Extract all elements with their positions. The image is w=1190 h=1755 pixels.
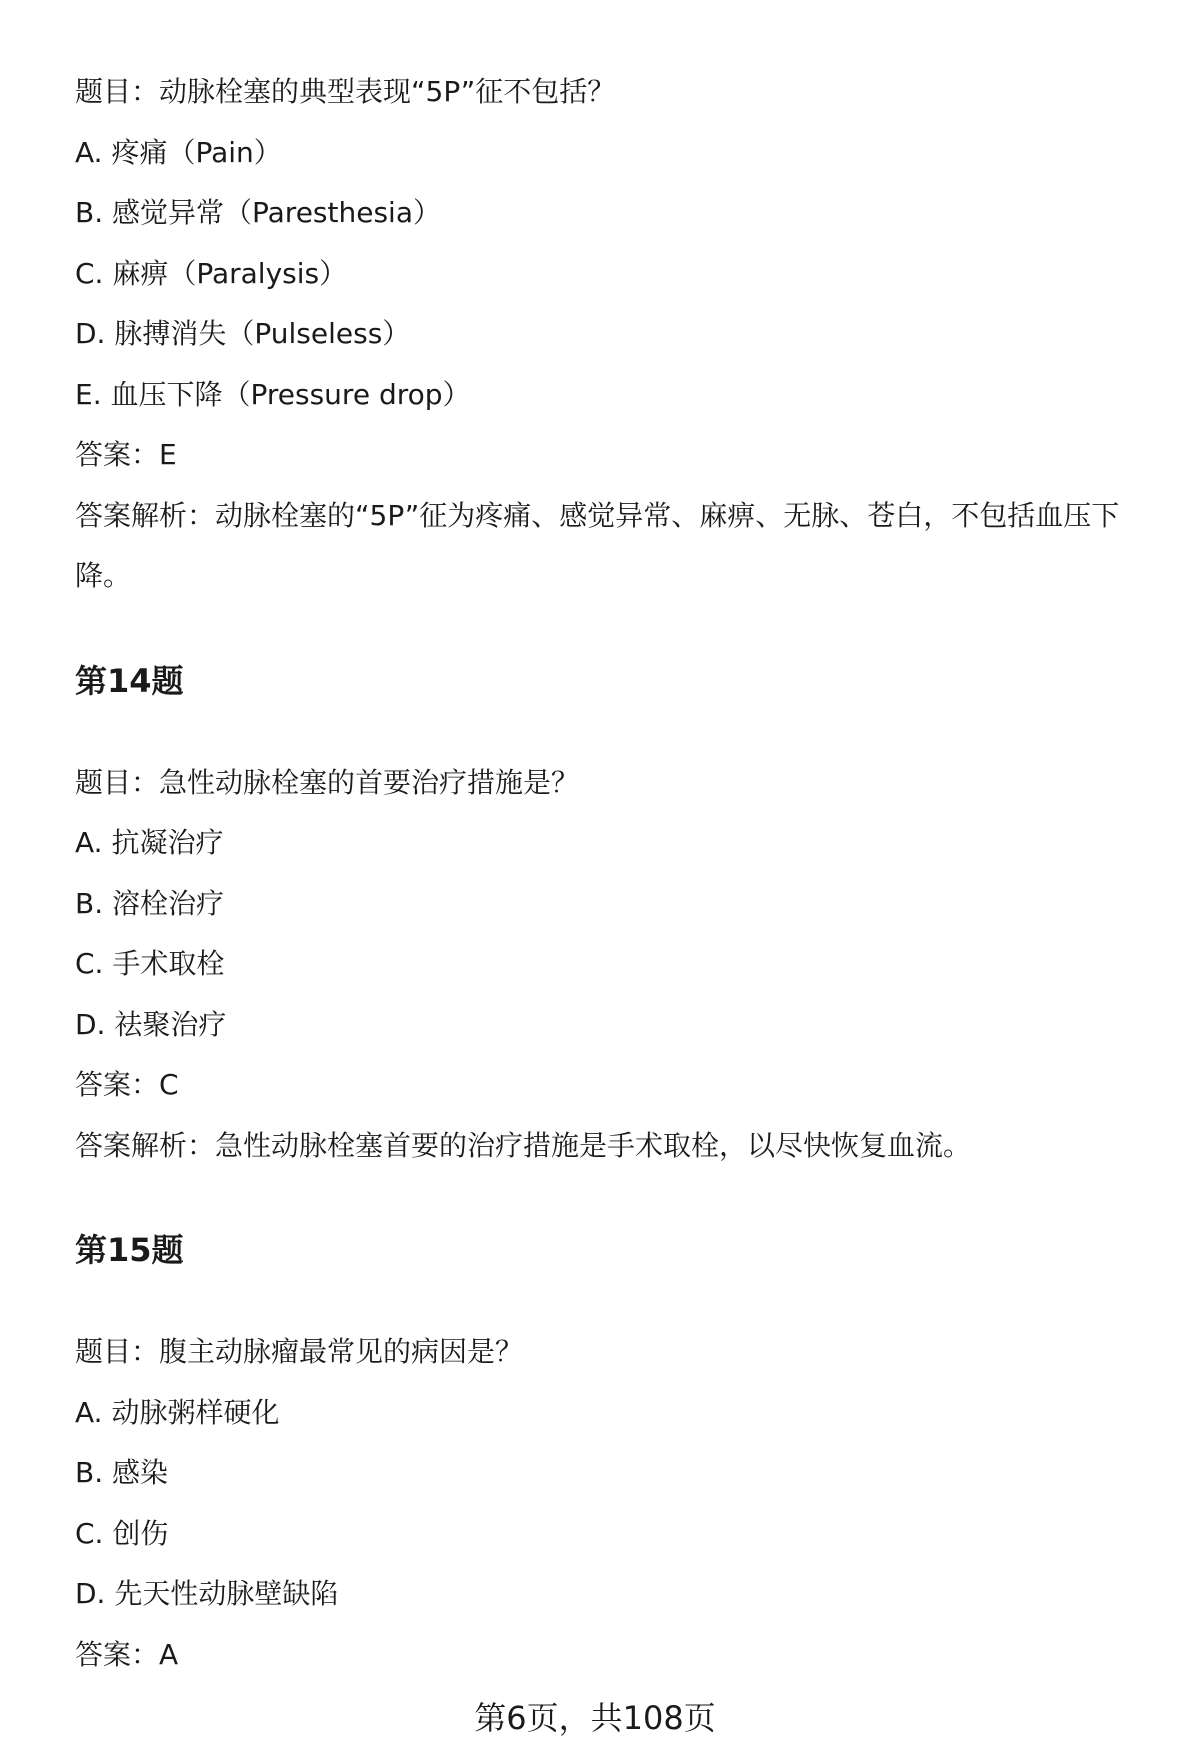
question-14-option-d: D. 祛聚治疗 — [75, 1007, 227, 1041]
question-15-block — [75, 1322, 1155, 1685]
question-13-option-a: A. 疼痛（Pain） — [75, 135, 282, 169]
question-14-explanation: 答案解析：急性动脉栓塞首要的治疗措施是手术取栓，以尽快恢复血流。 — [75, 1128, 972, 1162]
question-15-option-c: C. 创伤 — [75, 1516, 169, 1550]
question-15-text: 题目：腹主动脉瘤最常见的病因是？ — [75, 1335, 524, 1368]
question-14-option-b: B. 溶栓治疗 — [75, 886, 225, 920]
question-13-explanation: 答案解析：动脉栓塞的“5P”征为疼痛、感觉异常、麻痹、无脉、苍白，不包括血压下降。 — [75, 498, 1120, 592]
question-14-block — [75, 753, 1155, 1177]
question-14-option-c: C. 手术取栓 — [75, 947, 225, 980]
question-14-heading: 第14题 — [75, 661, 184, 700]
question-13-text: 题目：动脉栓塞的典型表现“5P”征不包括？ — [75, 75, 616, 108]
question-13-option-d: D. 脉搏消失（Pulseless） — [75, 317, 411, 350]
question-13-block — [75, 62, 1155, 607]
question-14-text: 题目：急性动脉栓塞的首要治疗措施是？ — [75, 765, 580, 799]
question-15-answer: 答案：A — [75, 1637, 179, 1671]
page-number-footer: 第6页，共108页 — [474, 1699, 716, 1737]
question-15-heading: 第15题 — [75, 1231, 184, 1269]
question-14-option-a: A. 抗凝治疗 — [75, 826, 224, 859]
question-15-option-b: B. 感染 — [75, 1456, 169, 1489]
question-15-option-d: D. 先天性动脉壁缺陷 — [75, 1577, 339, 1610]
question-13-answer: 答案：E — [75, 438, 177, 471]
question-13-option-e: E. 血压下降（Pressure drop） — [75, 377, 471, 411]
question-13-option-c: C. 麻痹（Paralysis） — [75, 256, 348, 290]
question-14-answer: 答案：C — [75, 1068, 179, 1101]
page-content — [75, 62, 1155, 1685]
question-15-option-a: A. 动脉粥样硬化 — [75, 1395, 280, 1429]
question-13-option-b: B. 感觉异常（Paresthesia） — [75, 196, 441, 229]
